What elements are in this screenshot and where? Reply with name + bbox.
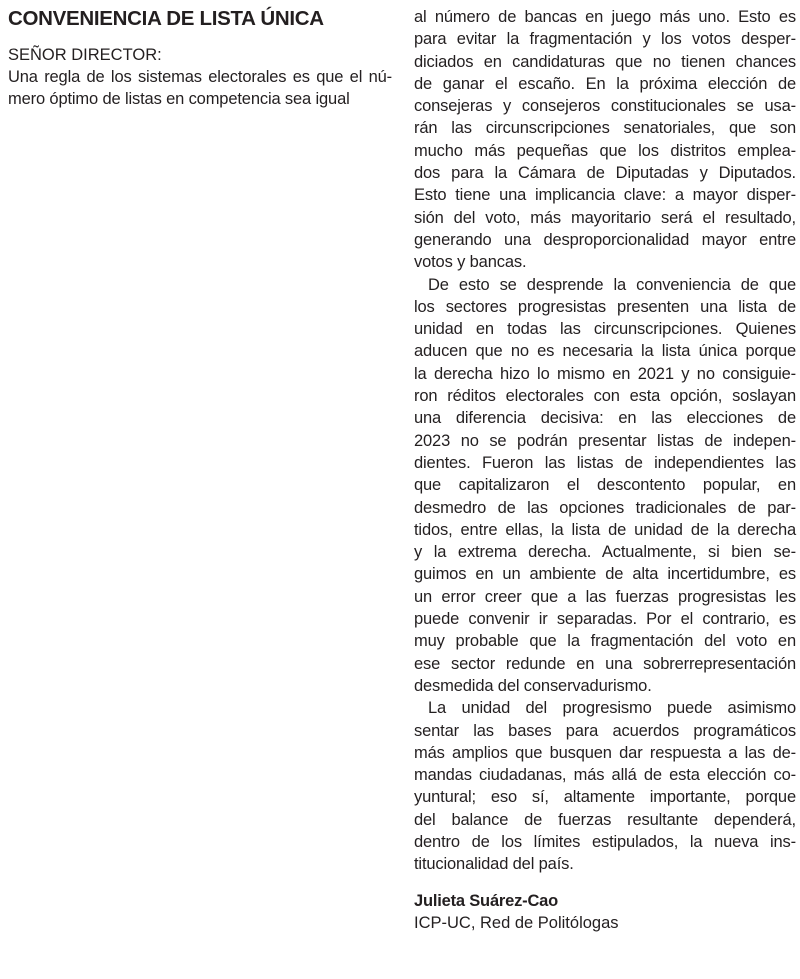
text-line: de ganar el escaño. En la próxima elección de [414, 74, 796, 93]
text-line: ron réditos electorales con esta opción, soslayan [414, 387, 796, 406]
text-line: Una regla de los sistemas electorales es que el nú- [8, 68, 392, 86]
paragraph-2 [414, 274, 796, 698]
text-line: titucionalidad del país. [414, 855, 574, 874]
letter-intro [8, 66, 392, 111]
text-line: guimos en un ambiente de alta incertidumbre, es [414, 565, 796, 584]
letter-headline: CONVENIENCIA DE LISTA ÚNICA [8, 7, 324, 30]
text-line: diciados en candidaturas que no tienen chances [414, 52, 796, 71]
text-line: más amplios que busquen dar respuesta a las de- [414, 743, 796, 762]
text-line: aducen que no es necesaria la lista única porque [414, 342, 796, 361]
text-line: una diferencia decisiva: en las elecciones de [414, 409, 796, 428]
author-name: Julieta Suárez-Cao [414, 891, 559, 910]
letter-salutation: SEÑOR DIRECTOR: [8, 46, 162, 64]
text-line: tidos, entre ellas, la lista de unidad de la derecha [414, 520, 796, 539]
text-line: al número de bancas en juego más uno. Esto es [414, 8, 796, 26]
text-line: dientes. Fueron las listas de independientes las [414, 453, 796, 472]
text-line: los sectores progresistas presenten una lista de [414, 297, 796, 316]
text-line: votos y bancas. [414, 253, 527, 272]
text-line: para evitar la fragmentación y los votos desper- [414, 30, 796, 49]
text-line: La unidad del progresismo puede asimismo [428, 699, 796, 718]
text-line: dos para la Cámara de Diputadas y Diputados. [414, 164, 796, 183]
text-line: 2023 no se podrán presentar listas de indepen- [414, 431, 796, 450]
text-line: unidad en todas las circunscripciones. Quienes [414, 320, 796, 339]
letter-signature [414, 890, 796, 934]
text-line: desmedro de las opciones tradicionales de par- [414, 498, 796, 517]
text-line: que capitalizaron el descontento popular, en [414, 476, 796, 495]
left-column [8, 6, 392, 111]
paragraph-1 [414, 6, 796, 274]
text-line: mandas ciudadanas, más allá de esta elección co- [414, 766, 796, 785]
text-line: dentro de los límites estipulados, la nueva ins- [414, 832, 796, 851]
text-line: mero óptimo de listas en competencia sea igual [8, 90, 350, 109]
text-line: del balance de fuerzas resultante dependerá, [414, 810, 796, 829]
text-line: De esto se desprende la conveniencia de que [428, 275, 796, 294]
text-line: y la extrema derecha. Actualmente, si bien se- [414, 543, 796, 562]
text-line: generando una desproporcionalidad mayor entre [414, 230, 796, 249]
author-affiliation: ICP-UC, Red de Politólogas [414, 913, 619, 932]
text-line: sentar las bases para acuerdos programáticos [414, 721, 796, 740]
text-line: yuntural; eso sí, altamente importante, porque [414, 788, 796, 807]
text-line: consejeras y consejeros constitucionales se usa- [414, 97, 796, 116]
text-line: la derecha hizo lo mismo en 2021 y no consiguie- [414, 364, 796, 383]
text-line: muy probable que la fragmentación del voto en [414, 632, 796, 651]
text-line: Esto tiene una implicancia clave: a mayor disper- [414, 186, 796, 205]
text-line: rán las circunscripciones senatoriales, que son [414, 119, 796, 138]
text-line: desmedida del conservadurismo. [414, 676, 652, 695]
paragraph-3 [414, 697, 796, 875]
text-line: mucho más pequeñas que los distritos emplea- [414, 141, 796, 160]
text-line: puede convenir ir separadas. Por el contrario, es [414, 610, 796, 629]
right-column [414, 6, 796, 934]
text-line: un error creer que a las fuerzas progresistas les [414, 587, 796, 606]
text-line: ese sector redunde en una sobrerrepresentación [414, 654, 796, 673]
text-line: sión del voto, más mayoritario será el resultado, [414, 208, 796, 227]
